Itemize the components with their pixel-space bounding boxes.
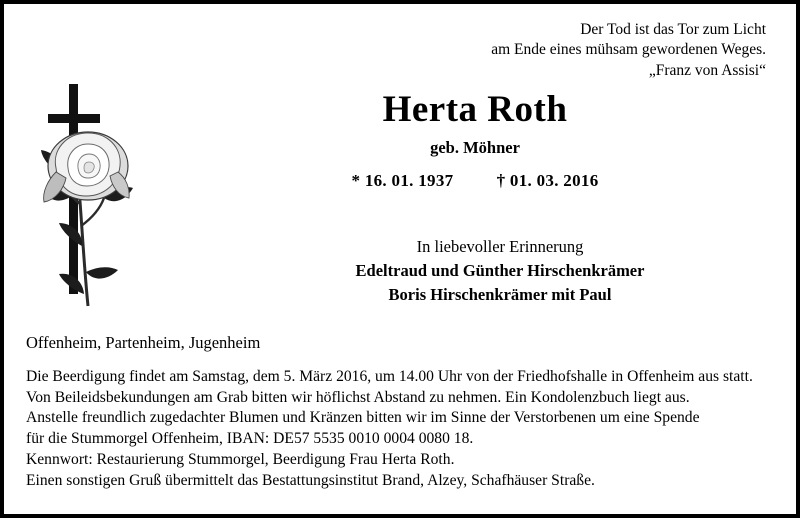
detail-line-6: Einen sonstigen Gruß übermittelt das Bestattungsinstitut Brand, Alzey, Schafhäuser Straße.	[26, 471, 595, 489]
funeral-details	[26, 367, 778, 491]
maiden-name: geb. Möhner	[430, 138, 520, 158]
cross-and-rose-illustration	[26, 76, 176, 336]
detail-line-5: Kennwort: Restaurierung Stummorgel, Beerdigung Frau Herta Roth.	[26, 450, 455, 468]
detail-line-1: Die Beerdigung findet am Samstag, dem 5. März 2016, um 14.00 Uhr von der Friedhofshalle in Offenheim aus statt.	[26, 367, 753, 385]
page-title: Herta Roth	[382, 89, 568, 131]
quote-author: „Franz von Assisi“	[648, 61, 766, 79]
death-date: † 01. 03. 2016	[496, 171, 599, 191]
family-line-1: Edeltraud und Günther Hirschenkrämer	[355, 261, 645, 281]
detail-line-2: Von Beileidsbekundungen am Grab bitten wir höflichst Abstand zu nehmen. Ein Kondolenzbuch liegt aus.	[26, 388, 690, 406]
life-dates	[172, 171, 778, 191]
quote-line-2: am Ende eines mühsam gewordenen Weges.	[491, 40, 766, 58]
detail-line-4: für die Stummorgel Offenheim, IBAN: DE57 5535 0010 0004 0080 18.	[26, 430, 474, 448]
detail-line-3: Anstelle freundlich zugedachter Blumen und Kränzen bitten wir im Sinne der Verstorbenen um eine Spende	[26, 409, 700, 427]
deceased-block	[172, 90, 778, 191]
places-line: Offenheim, Partenheim, Jugenheim	[26, 332, 261, 352]
memorial-intro: In liebevoller Erinnerung	[416, 237, 584, 257]
quote-line-1: Der Tod ist das Tor zum Licht	[580, 21, 766, 38]
memorial-block	[222, 235, 778, 307]
birth-date: * 16. 01. 1937	[351, 171, 454, 191]
family-line-2: Boris Hirschenkrämer mit Paul	[388, 285, 612, 305]
memorial-quote	[22, 20, 766, 80]
